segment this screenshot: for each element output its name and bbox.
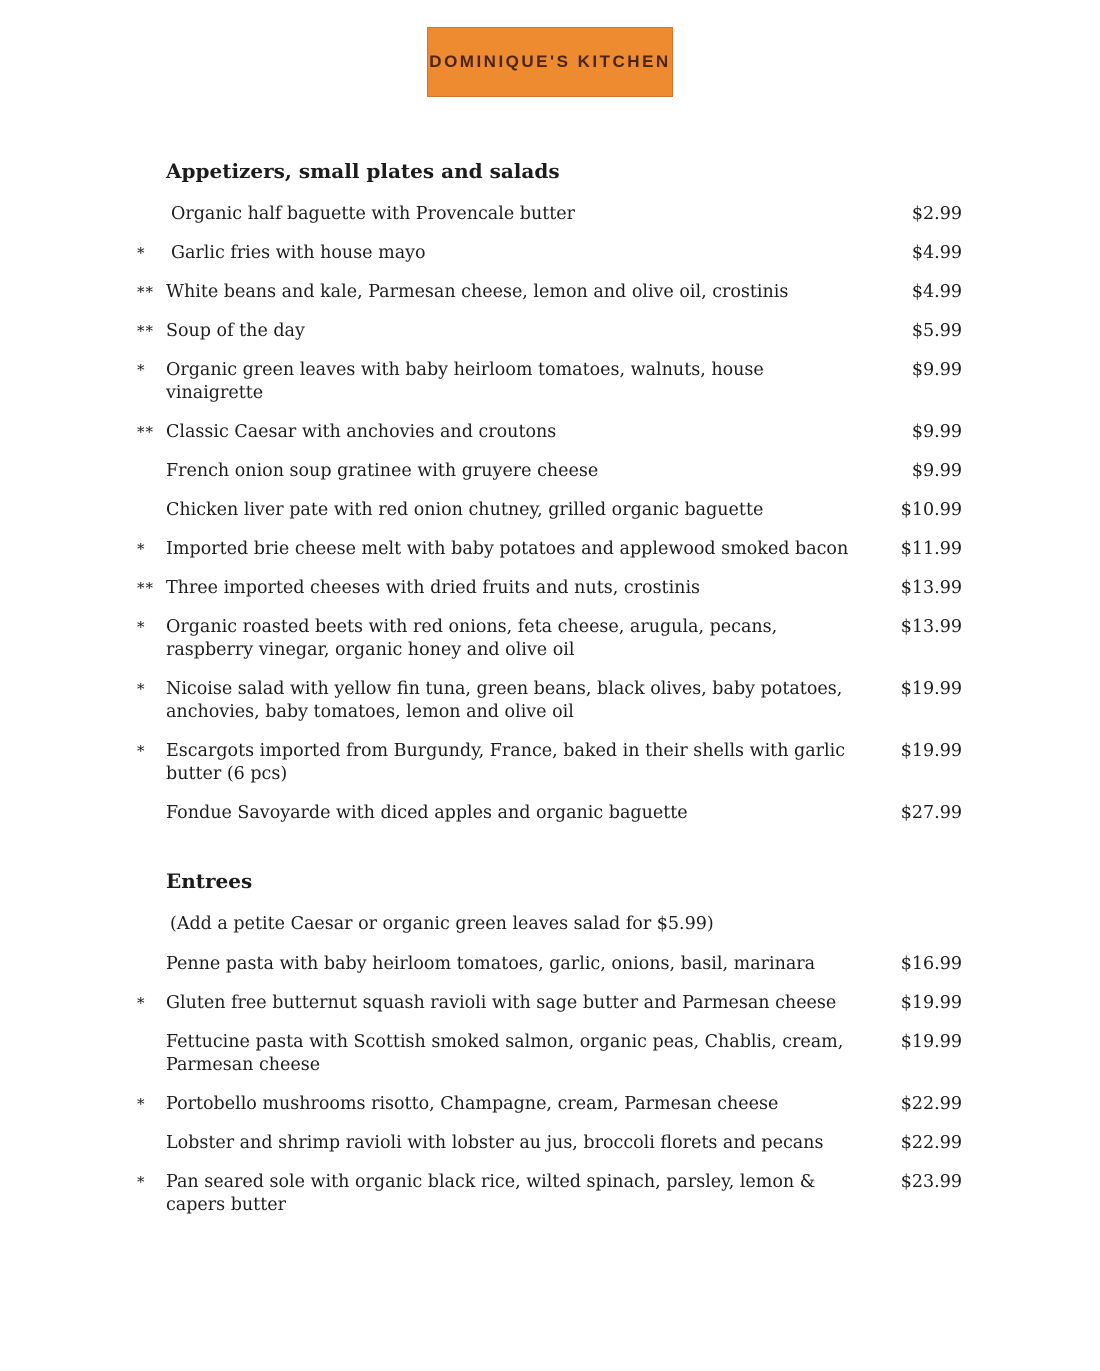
dietary-marker: ** bbox=[137, 283, 154, 301]
item-name: French onion soup gratinee with gruyere cheese bbox=[166, 461, 599, 481]
menu-item bbox=[137, 740, 962, 786]
item-name: Lobster and shrimp ravioli with lobster au jus, broccoli florets and pecans bbox=[166, 1133, 824, 1153]
dietary-marker: * bbox=[137, 618, 146, 636]
menu-item bbox=[137, 460, 962, 483]
item-name: Fondue Savoyarde with diced apples and organic baguette bbox=[166, 803, 688, 823]
menu-item bbox=[137, 538, 962, 561]
menu-page bbox=[0, 27, 1100, 1371]
item-price: $10.99 bbox=[900, 500, 962, 520]
dietary-marker: * bbox=[137, 244, 146, 262]
menu-item bbox=[137, 1132, 962, 1155]
item-name: Imported brie cheese melt with baby potatoes and applewood smoked bacon bbox=[166, 539, 849, 559]
item-price: $22.99 bbox=[900, 1133, 962, 1153]
section-items bbox=[137, 203, 962, 825]
item-price: $27.99 bbox=[900, 803, 962, 823]
dietary-marker: ** bbox=[137, 423, 154, 441]
item-price: $4.99 bbox=[911, 243, 962, 263]
menu-section bbox=[137, 159, 962, 825]
section-heading: Appetizers, small plates and salads bbox=[166, 159, 560, 183]
item-name: Classic Caesar with anchovies and croutons bbox=[166, 422, 557, 442]
item-price: $13.99 bbox=[900, 617, 962, 637]
item-price: $4.99 bbox=[911, 282, 962, 302]
dietary-marker: * bbox=[137, 742, 146, 760]
item-name: Nicoise salad with yellow fin tuna, green beans, black olives, baby potatoes, anchovies, baby tomatoes, lemon and olive oil bbox=[166, 679, 843, 722]
item-price: $19.99 bbox=[900, 679, 962, 699]
item-name: Organic roasted beets with red onions, feta cheese, arugula, pecans, raspberry vinegar, organic honey and olive oil bbox=[166, 617, 778, 660]
dietary-marker: * bbox=[137, 1095, 146, 1113]
section-heading: Entrees bbox=[166, 869, 253, 893]
item-price: $13.99 bbox=[900, 578, 962, 598]
menu-item bbox=[137, 616, 962, 662]
dietary-marker: * bbox=[137, 680, 146, 698]
menu-item bbox=[137, 953, 962, 976]
menu-item bbox=[137, 242, 962, 265]
dietary-marker: * bbox=[137, 994, 146, 1012]
restaurant-name: DOMINIQUE'S KITCHEN bbox=[429, 52, 671, 71]
item-name: Gluten free butternut squash ravioli with sage butter and Parmesan cheese bbox=[166, 993, 837, 1013]
menu-item bbox=[137, 203, 962, 226]
item-name: Organic green leaves with baby heirloom tomatoes, walnuts, house vinaigrette bbox=[166, 360, 764, 403]
item-name: Penne pasta with baby heirloom tomatoes, garlic, onions, basil, marinara bbox=[166, 954, 816, 974]
item-name: White beans and kale, Parmesan cheese, lemon and olive oil, crostinis bbox=[166, 282, 789, 302]
menu-item bbox=[137, 802, 962, 825]
restaurant-logo-banner bbox=[427, 27, 673, 97]
item-price: $19.99 bbox=[900, 741, 962, 761]
item-price: $19.99 bbox=[900, 993, 962, 1013]
item-price: $9.99 bbox=[911, 461, 962, 481]
menu-item bbox=[137, 421, 962, 444]
item-price: $22.99 bbox=[900, 1094, 962, 1114]
menu-section bbox=[137, 869, 962, 1217]
item-name: Chicken liver pate with red onion chutney, grilled organic baguette bbox=[166, 500, 764, 520]
item-price: $9.99 bbox=[911, 360, 962, 380]
menu-item bbox=[137, 1171, 962, 1217]
item-name: Fettucine pasta with Scottish smoked salmon, organic peas, Chablis, cream, Parmesan cheese bbox=[166, 1032, 844, 1075]
section-note: (Add a petite Caesar or organic green leaves salad for $5.99) bbox=[170, 914, 714, 934]
menu-item bbox=[137, 577, 962, 600]
item-price: $5.99 bbox=[911, 321, 962, 341]
menu-body bbox=[0, 159, 1100, 1217]
item-name: Portobello mushrooms risotto, Champagne, cream, Parmesan cheese bbox=[166, 1094, 779, 1114]
item-name: Three imported cheeses with dried fruits and nuts, crostinis bbox=[166, 578, 701, 598]
menu-item bbox=[137, 320, 962, 343]
item-price: $2.99 bbox=[911, 204, 962, 224]
dietary-marker: * bbox=[137, 361, 146, 379]
menu-item bbox=[137, 499, 962, 522]
menu-item bbox=[137, 678, 962, 724]
item-price: $23.99 bbox=[900, 1172, 962, 1192]
item-name: Escargots imported from Burgundy, France, baked in their shells with garlic butter (6 pcs) bbox=[166, 741, 846, 784]
item-name: Pan seared sole with organic black rice, wilted spinach, parsley, lemon & capers butter bbox=[166, 1172, 816, 1215]
menu-item bbox=[137, 1093, 962, 1116]
menu-item bbox=[137, 1031, 962, 1077]
item-price: $19.99 bbox=[900, 1032, 962, 1052]
dietary-marker: ** bbox=[137, 579, 154, 597]
section-items bbox=[137, 953, 962, 1217]
item-name: Garlic fries with house mayo bbox=[171, 243, 426, 263]
item-name: Organic half baguette with Provencale butter bbox=[171, 204, 576, 224]
menu-item bbox=[137, 359, 962, 405]
item-price: $9.99 bbox=[911, 422, 962, 442]
item-price: $16.99 bbox=[900, 954, 962, 974]
dietary-marker: * bbox=[137, 540, 146, 558]
menu-item bbox=[137, 992, 962, 1015]
item-price: $11.99 bbox=[900, 539, 962, 559]
dietary-marker: * bbox=[137, 1173, 146, 1191]
dietary-marker: ** bbox=[137, 322, 154, 340]
menu-item bbox=[137, 281, 962, 304]
item-name: Soup of the day bbox=[166, 321, 305, 341]
